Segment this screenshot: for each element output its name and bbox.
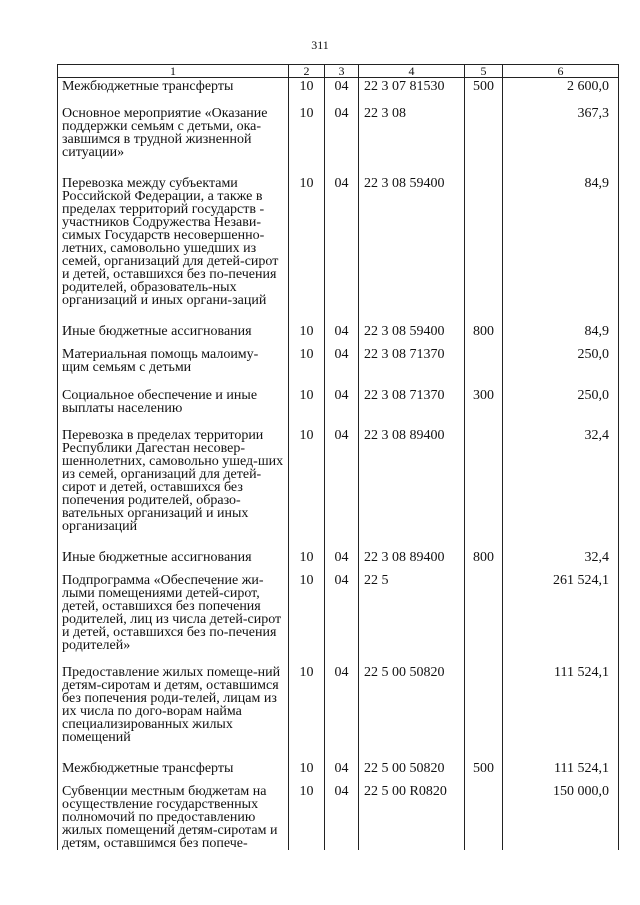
row-section: 10 <box>289 78 325 106</box>
row-section: 10 <box>289 175 325 323</box>
row-expense-type: 800 <box>465 323 503 346</box>
row-target-code: 22 3 08 89400 <box>359 427 465 549</box>
row-target-code: 22 5 <box>359 572 465 664</box>
row-amount: 32,4 <box>503 549 619 572</box>
row-expense-type: 300 <box>465 387 503 427</box>
table-row <box>58 549 619 572</box>
row-amount: 111 524,1 <box>503 664 619 760</box>
table-row <box>58 78 619 106</box>
row-amount: 250,0 <box>503 387 619 427</box>
table-row <box>58 323 619 346</box>
row-expense-type: 500 <box>465 78 503 106</box>
row-subsection: 04 <box>325 427 359 549</box>
header-col-3: 3 <box>325 65 359 78</box>
row-subsection: 04 <box>325 346 359 387</box>
row-name: Межбюджетные трансферты <box>58 78 289 106</box>
row-amount: 261 524,1 <box>503 572 619 664</box>
row-name: Социальное обеспечение и иные выплаты населению <box>58 387 289 427</box>
row-section: 10 <box>289 549 325 572</box>
row-target-code: 22 3 08 71370 <box>359 346 465 387</box>
row-name: Иные бюджетные ассигнования <box>58 323 289 346</box>
row-section: 10 <box>289 760 325 783</box>
row-target-code: 22 3 08 71370 <box>359 387 465 427</box>
row-amount: 367,3 <box>503 105 619 175</box>
row-subsection: 04 <box>325 105 359 175</box>
row-expense-type <box>465 427 503 549</box>
table-row <box>58 175 619 323</box>
row-name: Перевозка в пределах территории Республики Дагестан несовер-шеннолетних, самовольно ушед-ших из семей, организаций для детей-сирот и детей, оставшихся без попечения родителей, образо-вательных организаций и иных организаций <box>58 427 289 549</box>
row-subsection: 04 <box>325 175 359 323</box>
row-amount: 84,9 <box>503 175 619 323</box>
budget-table-container <box>57 64 619 850</box>
row-expense-type <box>465 346 503 387</box>
row-target-code: 22 3 08 <box>359 105 465 175</box>
budget-table <box>57 64 619 850</box>
row-amount: 150 000,0 <box>503 783 619 850</box>
table-row <box>58 427 619 549</box>
row-target-code: 22 3 08 59400 <box>359 323 465 346</box>
row-target-code: 22 5 00 50820 <box>359 664 465 760</box>
row-expense-type <box>465 783 503 850</box>
row-section: 10 <box>289 323 325 346</box>
row-section: 10 <box>289 664 325 760</box>
row-amount: 111 524,1 <box>503 760 619 783</box>
row-amount: 32,4 <box>503 427 619 549</box>
table-row <box>58 664 619 760</box>
row-target-code: 22 3 08 59400 <box>359 175 465 323</box>
header-col-2: 2 <box>289 65 325 78</box>
row-name: Перевозка между субъектами Российской Федерации, а также в пределах территорий государств - участников Содружества Незави-симых Государств несовершенно-летних, самовольно ушедших из семей, организаций для детей-сирот и детей, оставшихся без по-печения родителей, образователь-ных организаций и иных органи-заций <box>58 175 289 323</box>
row-amount: 2 600,0 <box>503 78 619 106</box>
table-row <box>58 346 619 387</box>
row-name: Межбюджетные трансферты <box>58 760 289 783</box>
row-section: 10 <box>289 346 325 387</box>
row-section: 10 <box>289 783 325 850</box>
table-header-row <box>58 65 619 78</box>
header-col-6: 6 <box>503 65 619 78</box>
row-name: Основное мероприятие «Оказание поддержки семьям с детьми, ока-завшимся в трудной жизненной ситуации» <box>58 105 289 175</box>
row-expense-type <box>465 664 503 760</box>
row-expense-type: 800 <box>465 549 503 572</box>
row-subsection: 04 <box>325 323 359 346</box>
row-section: 10 <box>289 105 325 175</box>
page-number: 311 <box>311 38 329 52</box>
row-target-code: 22 3 08 89400 <box>359 549 465 572</box>
row-subsection: 04 <box>325 783 359 850</box>
row-expense-type: 500 <box>465 760 503 783</box>
row-name: Иные бюджетные ассигнования <box>58 549 289 572</box>
row-amount: 84,9 <box>503 323 619 346</box>
row-amount: 250,0 <box>503 346 619 387</box>
row-name: Субвенции местным бюджетам на осуществление государственных полномочий по предоставлению жилых помещений детям-сиротам и детям, оставшимся без попече- <box>58 783 289 850</box>
table-row <box>58 760 619 783</box>
row-target-code: 22 5 00 50820 <box>359 760 465 783</box>
header-col-1: 1 <box>58 65 289 78</box>
row-subsection: 04 <box>325 549 359 572</box>
row-target-code: 22 3 07 81530 <box>359 78 465 106</box>
table-row <box>58 572 619 664</box>
table-row <box>58 105 619 175</box>
row-subsection: 04 <box>325 387 359 427</box>
header-col-5: 5 <box>465 65 503 78</box>
row-section: 10 <box>289 572 325 664</box>
row-name: Материальная помощь малоиму-щим семьям с детьми <box>58 346 289 387</box>
row-subsection: 04 <box>325 78 359 106</box>
row-subsection: 04 <box>325 572 359 664</box>
row-name: Предоставление жилых помеще-ний детям-сиротам и детям, оставшимся без попечения роди-телей, лицам из их числа по дого-ворам найма специализированных жилых помещений <box>58 664 289 760</box>
table-row <box>58 783 619 850</box>
row-subsection: 04 <box>325 664 359 760</box>
row-expense-type <box>465 105 503 175</box>
table-row <box>58 387 619 427</box>
row-target-code: 22 5 00 R0820 <box>359 783 465 850</box>
header-col-4: 4 <box>359 65 465 78</box>
row-expense-type <box>465 572 503 664</box>
row-section: 10 <box>289 427 325 549</box>
row-expense-type <box>465 175 503 323</box>
row-section: 10 <box>289 387 325 427</box>
row-subsection: 04 <box>325 760 359 783</box>
row-name: Подпрограмма «Обеспечение жи-лыми помещениями детей-сирот, детей, оставшихся без попечения родителей, лиц из числа детей-сирот и детей, оставшихся без по-печения родителей» <box>58 572 289 664</box>
